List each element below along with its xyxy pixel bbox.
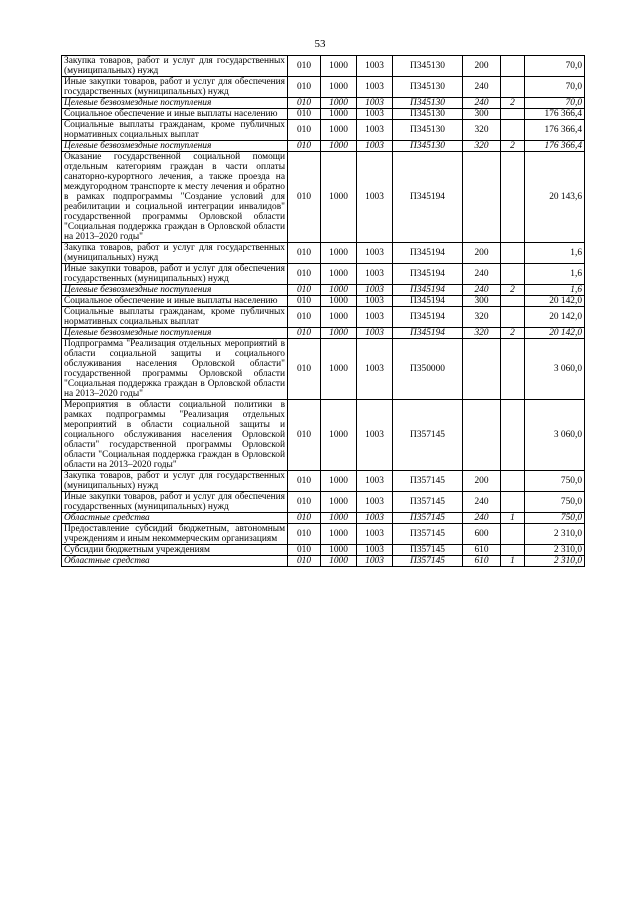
row-name-cell: Иные закупки товаров, работ и услуг для обеспечения государственных (муниципальных) нужд <box>62 77 288 98</box>
subsection-code-cell: 1003 <box>357 328 393 339</box>
amount-cell: 1,6 <box>525 264 585 285</box>
expense-type-cell: 320 <box>463 120 501 141</box>
row-name-cell: Целевые безвозмездные поступления <box>62 328 288 339</box>
subsection-code-cell: 1003 <box>357 524 393 545</box>
amount-cell: 1,6 <box>525 243 585 264</box>
table-row <box>62 513 585 524</box>
subsection-code-cell: 1003 <box>357 307 393 328</box>
section-code-cell: 1000 <box>321 56 357 77</box>
funding-source-cell <box>501 264 525 285</box>
subsection-code-cell: 1003 <box>357 545 393 556</box>
funding-source-cell <box>501 77 525 98</box>
section-code-cell: 1000 <box>321 109 357 120</box>
row-name-cell: Целевые безвозмездные поступления <box>62 98 288 109</box>
row-name-cell: Областные средства <box>62 556 288 567</box>
funding-source-cell <box>501 492 525 513</box>
target-article-cell: П357145 <box>393 556 463 567</box>
ministry-code-cell: 010 <box>288 545 321 556</box>
subsection-code-cell: 1003 <box>357 98 393 109</box>
amount-cell: 20 142,0 <box>525 307 585 328</box>
ministry-code-cell: 010 <box>288 328 321 339</box>
target-article-cell: П350000 <box>393 339 463 400</box>
amount-cell: 70,0 <box>525 98 585 109</box>
subsection-code-cell: 1003 <box>357 556 393 567</box>
section-code-cell: 1000 <box>321 513 357 524</box>
subsection-code-cell: 1003 <box>357 120 393 141</box>
section-code-cell: 1000 <box>321 243 357 264</box>
amount-cell: 70,0 <box>525 56 585 77</box>
funding-source-cell <box>501 545 525 556</box>
amount-cell: 1,6 <box>525 285 585 296</box>
amount-cell: 2 310,0 <box>525 524 585 545</box>
target-article-cell: П345130 <box>393 120 463 141</box>
amount-cell: 750,0 <box>525 471 585 492</box>
section-code-cell: 1000 <box>321 120 357 141</box>
table-row <box>62 400 585 471</box>
expense-type-cell <box>463 400 501 471</box>
section-code-cell: 1000 <box>321 98 357 109</box>
ministry-code-cell: 010 <box>288 524 321 545</box>
target-article-cell: П345194 <box>393 285 463 296</box>
target-article-cell: П345194 <box>393 264 463 285</box>
subsection-code-cell: 1003 <box>357 56 393 77</box>
amount-cell: 70,0 <box>525 77 585 98</box>
expense-type-cell: 600 <box>463 524 501 545</box>
amount-cell: 3 060,0 <box>525 400 585 471</box>
section-code-cell: 1000 <box>321 141 357 152</box>
section-code-cell: 1000 <box>321 339 357 400</box>
expense-type-cell: 320 <box>463 328 501 339</box>
target-article-cell: П345130 <box>393 98 463 109</box>
ministry-code-cell: 010 <box>288 339 321 400</box>
ministry-code-cell: 010 <box>288 243 321 264</box>
expense-type-cell: 200 <box>463 56 501 77</box>
expense-type-cell: 240 <box>463 513 501 524</box>
target-article-cell: П345130 <box>393 77 463 98</box>
subsection-code-cell: 1003 <box>357 285 393 296</box>
section-code-cell: 1000 <box>321 556 357 567</box>
amount-cell: 176 366,4 <box>525 120 585 141</box>
table-row <box>62 524 585 545</box>
table-row <box>62 109 585 120</box>
expense-type-cell: 300 <box>463 296 501 307</box>
funding-source-cell: 2 <box>501 141 525 152</box>
target-article-cell: П345194 <box>393 307 463 328</box>
subsection-code-cell: 1003 <box>357 400 393 471</box>
row-name-cell: Закупка товаров, работ и услуг для государственных (муниципальных) нужд <box>62 56 288 77</box>
table-row <box>62 339 585 400</box>
ministry-code-cell: 010 <box>288 285 321 296</box>
target-article-cell: П345194 <box>393 328 463 339</box>
funding-source-cell: 1 <box>501 513 525 524</box>
row-name-cell: Закупка товаров, работ и услуг для государственных (муниципальных) нужд <box>62 471 288 492</box>
subsection-code-cell: 1003 <box>357 109 393 120</box>
ministry-code-cell: 010 <box>288 400 321 471</box>
ministry-code-cell: 010 <box>288 513 321 524</box>
funding-source-cell <box>501 307 525 328</box>
section-code-cell: 1000 <box>321 328 357 339</box>
section-code-cell: 1000 <box>321 152 357 243</box>
row-name-cell: Иные закупки товаров, работ и услуг для обеспечения государственных (муниципальных) нужд <box>62 264 288 285</box>
amount-cell: 3 060,0 <box>525 339 585 400</box>
target-article-cell: П357145 <box>393 513 463 524</box>
table-row <box>62 56 585 77</box>
subsection-code-cell: 1003 <box>357 339 393 400</box>
amount-cell: 750,0 <box>525 492 585 513</box>
table-row <box>62 141 585 152</box>
ministry-code-cell: 010 <box>288 77 321 98</box>
funding-source-cell <box>501 243 525 264</box>
amount-cell: 176 366,4 <box>525 109 585 120</box>
subsection-code-cell: 1003 <box>357 243 393 264</box>
amount-cell: 2 310,0 <box>525 545 585 556</box>
funding-source-cell <box>501 109 525 120</box>
funding-source-cell: 2 <box>501 98 525 109</box>
row-name-cell: Иные закупки товаров, работ и услуг для обеспечения государственных (муниципальных) нужд <box>62 492 288 513</box>
row-name-cell: Мероприятия в области социальной политики в рамках подпрограммы "Реализация отдельных мероприятий в области социальной защиты и социального обслуживания населения Орловской области" государственной программы Орловской области "Социальная поддержка граждан в Орловской области на 2013–2020 годы" <box>62 400 288 471</box>
ministry-code-cell: 010 <box>288 471 321 492</box>
amount-cell: 20 142,0 <box>525 328 585 339</box>
row-name-cell: Социальное обеспечение и иные выплаты населению <box>62 296 288 307</box>
subsection-code-cell: 1003 <box>357 492 393 513</box>
row-name-cell: Целевые безвозмездные поступления <box>62 141 288 152</box>
section-code-cell: 1000 <box>321 545 357 556</box>
expense-type-cell: 240 <box>463 98 501 109</box>
table-row <box>62 307 585 328</box>
section-code-cell: 1000 <box>321 296 357 307</box>
expense-type-cell: 200 <box>463 471 501 492</box>
row-name-cell: Закупка товаров, работ и услуг для государственных (муниципальных) нужд <box>62 243 288 264</box>
row-name-cell: Предоставление субсидий бюджетным, автономным учреждениям и иным некоммерческим организациям <box>62 524 288 545</box>
table-row <box>62 152 585 243</box>
table-row <box>62 471 585 492</box>
funding-source-cell <box>501 524 525 545</box>
expense-type-cell <box>463 339 501 400</box>
target-article-cell: П357145 <box>393 400 463 471</box>
expense-type-cell: 240 <box>463 285 501 296</box>
expense-type-cell: 320 <box>463 307 501 328</box>
target-article-cell: П345130 <box>393 56 463 77</box>
table-row <box>62 328 585 339</box>
funding-source-cell: 2 <box>501 328 525 339</box>
expense-type-cell: 240 <box>463 77 501 98</box>
row-name-cell: Областные средства <box>62 513 288 524</box>
table-row <box>62 556 585 567</box>
ministry-code-cell: 010 <box>288 307 321 328</box>
subsection-code-cell: 1003 <box>357 296 393 307</box>
subsection-code-cell: 1003 <box>357 77 393 98</box>
funding-source-cell: 2 <box>501 285 525 296</box>
ministry-code-cell: 010 <box>288 109 321 120</box>
subsection-code-cell: 1003 <box>357 141 393 152</box>
amount-cell: 750,0 <box>525 513 585 524</box>
table-row <box>62 285 585 296</box>
amount-cell: 20 142,0 <box>525 296 585 307</box>
expense-type-cell: 610 <box>463 545 501 556</box>
target-article-cell: П357145 <box>393 545 463 556</box>
subsection-code-cell: 1003 <box>357 471 393 492</box>
section-code-cell: 1000 <box>321 77 357 98</box>
expense-type-cell: 610 <box>463 556 501 567</box>
target-article-cell: П357145 <box>393 471 463 492</box>
table-row <box>62 296 585 307</box>
funding-source-cell: 1 <box>501 556 525 567</box>
budget-table <box>61 55 585 567</box>
target-article-cell: П345194 <box>393 243 463 264</box>
budget-table-body <box>62 56 585 567</box>
row-name-cell: Социальное обеспечение и иные выплаты населению <box>62 109 288 120</box>
expense-type-cell: 240 <box>463 264 501 285</box>
expense-type-cell: 200 <box>463 243 501 264</box>
ministry-code-cell: 010 <box>288 141 321 152</box>
subsection-code-cell: 1003 <box>357 264 393 285</box>
ministry-code-cell: 010 <box>288 120 321 141</box>
section-code-cell: 1000 <box>321 492 357 513</box>
section-code-cell: 1000 <box>321 400 357 471</box>
row-name-cell: Подпрограмма "Реализация отдельных мероприятий в области социальной защиты и социального обслуживания населения Орловской области" государственной программы Орловской области "Социальная поддержка граждан в Орловской области на 2013–2020 годы" <box>62 339 288 400</box>
ministry-code-cell: 010 <box>288 152 321 243</box>
row-name-cell: Субсидии бюджетным учреждениям <box>62 545 288 556</box>
ministry-code-cell: 010 <box>288 264 321 285</box>
ministry-code-cell: 010 <box>288 56 321 77</box>
expense-type-cell: 240 <box>463 492 501 513</box>
section-code-cell: 1000 <box>321 264 357 285</box>
amount-cell: 2 310,0 <box>525 556 585 567</box>
ministry-code-cell: 010 <box>288 296 321 307</box>
table-row <box>62 243 585 264</box>
amount-cell: 20 143,6 <box>525 152 585 243</box>
ministry-code-cell: 010 <box>288 492 321 513</box>
row-name-cell: Социальные выплаты гражданам, кроме публичных нормативных социальных выплат <box>62 120 288 141</box>
section-code-cell: 1000 <box>321 307 357 328</box>
target-article-cell: П357145 <box>393 492 463 513</box>
table-row <box>62 120 585 141</box>
table-row <box>62 545 585 556</box>
section-code-cell: 1000 <box>321 524 357 545</box>
ministry-code-cell: 010 <box>288 98 321 109</box>
funding-source-cell <box>501 152 525 243</box>
funding-source-cell <box>501 120 525 141</box>
section-code-cell: 1000 <box>321 471 357 492</box>
target-article-cell: П357145 <box>393 524 463 545</box>
table-row <box>62 264 585 285</box>
expense-type-cell <box>463 152 501 243</box>
expense-type-cell: 320 <box>463 141 501 152</box>
funding-source-cell <box>501 400 525 471</box>
table-row <box>62 98 585 109</box>
target-article-cell: П345194 <box>393 152 463 243</box>
funding-source-cell <box>501 471 525 492</box>
expense-type-cell: 300 <box>463 109 501 120</box>
amount-cell: 176 366,4 <box>525 141 585 152</box>
row-name-cell: Социальные выплаты гражданам, кроме публичных нормативных социальных выплат <box>62 307 288 328</box>
target-article-cell: П345130 <box>393 109 463 120</box>
funding-source-cell <box>501 339 525 400</box>
ministry-code-cell: 010 <box>288 556 321 567</box>
target-article-cell: П345130 <box>393 141 463 152</box>
funding-source-cell <box>501 296 525 307</box>
table-row <box>62 77 585 98</box>
row-name-cell: Целевые безвозмездные поступления <box>62 285 288 296</box>
table-row <box>62 492 585 513</box>
funding-source-cell <box>501 56 525 77</box>
row-name-cell: Оказание государственной социальной помощи отдельным категориям граждан в части оплаты санаторно-курортного лечения, а также проезда на междугородном транспорте к месту лечения и обратно в рамках подпрограммы "Создание условий для реабилитации и социальной интеграции инвалидов" государственной программы Орловской области "Социальная поддержка граждан в Орловской области на 2013–2020 годы" <box>62 152 288 243</box>
target-article-cell: П345194 <box>393 296 463 307</box>
section-code-cell: 1000 <box>321 285 357 296</box>
subsection-code-cell: 1003 <box>357 152 393 243</box>
page-number: 53 <box>314 38 326 50</box>
subsection-code-cell: 1003 <box>357 513 393 524</box>
